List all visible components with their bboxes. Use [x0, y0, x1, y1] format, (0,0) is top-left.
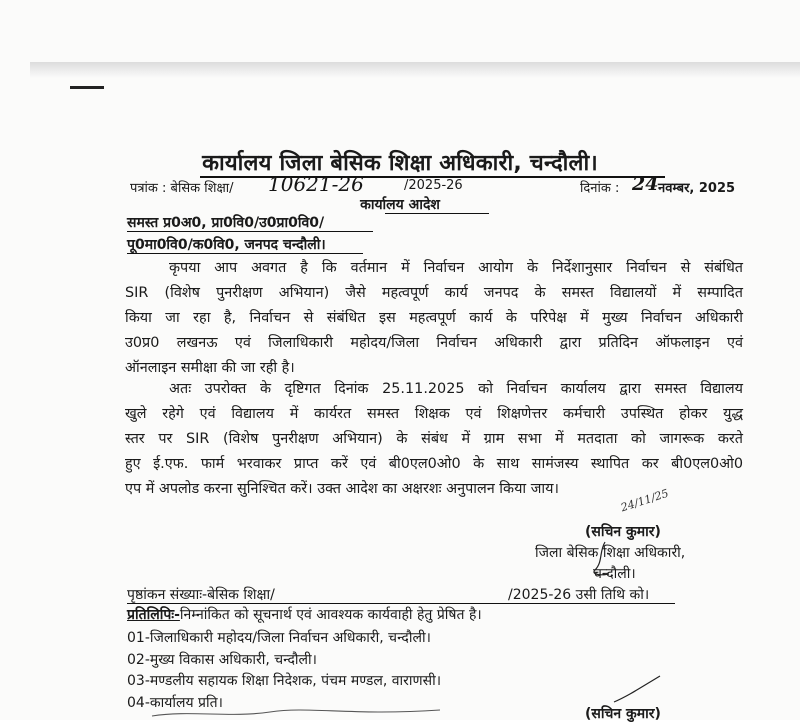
- reference-number-handwritten: 10621-26: [268, 172, 364, 196]
- order-heading: कार्यालय आदेश: [360, 197, 440, 213]
- date-month-year: नवम्बर, 2025: [658, 181, 736, 196]
- addressee-line-2: पू0मा0वि0/क0वि0, जनपद चन्दौली।: [127, 237, 326, 253]
- paragraph-1-line: कृपया आप अवगत है कि वर्तमान में निर्वाचन आयोग के निर्देशानुसार निर्वाचन से संबंधित: [169, 260, 743, 276]
- copy-intro: निम्नांकित को सूचनार्थ एवं आवश्यक कार्यवाही हेतु प्रेषित है।: [179, 607, 482, 623]
- faded-handwritten-note: [150, 706, 450, 720]
- paragraph-1-line: ऑनलाइन समीक्षा की जा रही है।: [125, 360, 295, 376]
- footer-signatory-name: (सचिन कुमार): [585, 706, 661, 722]
- paragraph-2-line: खुले रहेगे एवं विद्यालय में कार्यरत समस्त शिक्षक एवं शिक्षणेत्तर कर्मचारी उपस्थित होकर युद्ध: [125, 406, 743, 422]
- endorsement-year: /2025-26 उसी तिथि को।: [508, 587, 650, 603]
- copy-recipient-item: 01-जिलाधिकारी महोदय/जिला निर्वाचन अधिकारी, चन्दौली।: [127, 630, 431, 646]
- copy-recipient-item: 02-मुख्य विकास अधिकारी, चन्दौली।: [127, 652, 317, 668]
- office-title: कार्यालय जिला बेसिक शिक्षा अधिकारी, चन्दौली।: [202, 151, 598, 176]
- copy-recipient-item: 04-कार्यालय प्रति।: [127, 695, 223, 711]
- addressee-underline-1: [127, 231, 373, 232]
- footer-signature-mark: [610, 672, 670, 708]
- scan-dash-mark: [70, 86, 104, 89]
- order-heading-underline: [385, 213, 489, 214]
- signatory-name: (सचिन कुमार): [585, 524, 661, 540]
- paragraph-2-line: हुए ई.एफ. फार्म भरवाकर प्राप्त करें एवं बी0एल0ओ0 के साथ सामंजस्य स्थापित कर बी0एल0ओ0: [125, 456, 743, 472]
- paragraph-1-line: SIR (विशेष पुनरीक्षण अभियान) जैसे महत्वपूर्ण कार्य जनपद के समस्त विद्यालयों में सम्पादित: [125, 285, 743, 301]
- paragraph-1-line: उ0प्र0 लखनऊ एवं जिलाधिकारी महोदय/जिला निर्वाचन अधिकारी द्वारा प्रतिदिन ऑफलाइन एवं: [125, 335, 743, 351]
- paragraph-2-line: एप में अपलोड करना सुनिश्चित करें। उक्त आदेश का अक्षरशः अनुपालन किया जाय।: [125, 481, 559, 497]
- endorsement-label: पृष्ठांकन संख्याः-बेसिक शिक्षा/: [127, 587, 275, 603]
- signature-flourish: [585, 540, 625, 580]
- signature-initials-handwritten: 24/11/25: [619, 486, 671, 515]
- scan-edge-shadow: [30, 62, 800, 78]
- addressee-underline-2: [127, 253, 363, 254]
- body-paragraph-1: [125, 256, 743, 381]
- copy-heading: प्रतिलिपिः-: [127, 607, 180, 623]
- date-day-handwritten: 24: [632, 173, 659, 195]
- paragraph-2-line: स्तर पर SIR (विशेष पुनरीक्षण अभियान) के संबंध में ग्राम सभा में मतदाता को जागरूक करते: [125, 431, 743, 447]
- paragraph-2-line: अतः उपरोक्त के दृष्टिगत दिनांक 25.11.2025 को निर्वाचन कार्यालय द्वारा समस्त विद्यालय: [169, 381, 743, 397]
- copy-line: [127, 605, 482, 624]
- reference-label: पत्रांक : बेसिक शिक्षा/: [130, 181, 234, 196]
- paragraph-1-line: किया जा रहा है, निर्वाचन से संबंधित इस महत्वपूर्ण कार्य के परिपेक्ष में मुख्य निर्वाचन अधिकारी: [125, 310, 743, 326]
- reference-year: /2025-26: [404, 178, 463, 193]
- copy-recipient-item: 03-मण्डलीय सहायक शिक्षा निदेशक, पंचम मण्डल, वाराणसी।: [127, 673, 442, 689]
- signatory-designation: जिला बेसिक शिक्षा अधिकारी,: [535, 545, 686, 561]
- addressee-line-1: समस्त प्र0अ0, प्रा0वि0/उ0प्रा0वि0/: [127, 215, 325, 231]
- signatory-place: चन्दौली।: [593, 566, 636, 582]
- body-paragraph-2: [125, 377, 743, 502]
- date-label: दिनांक :: [580, 181, 620, 196]
